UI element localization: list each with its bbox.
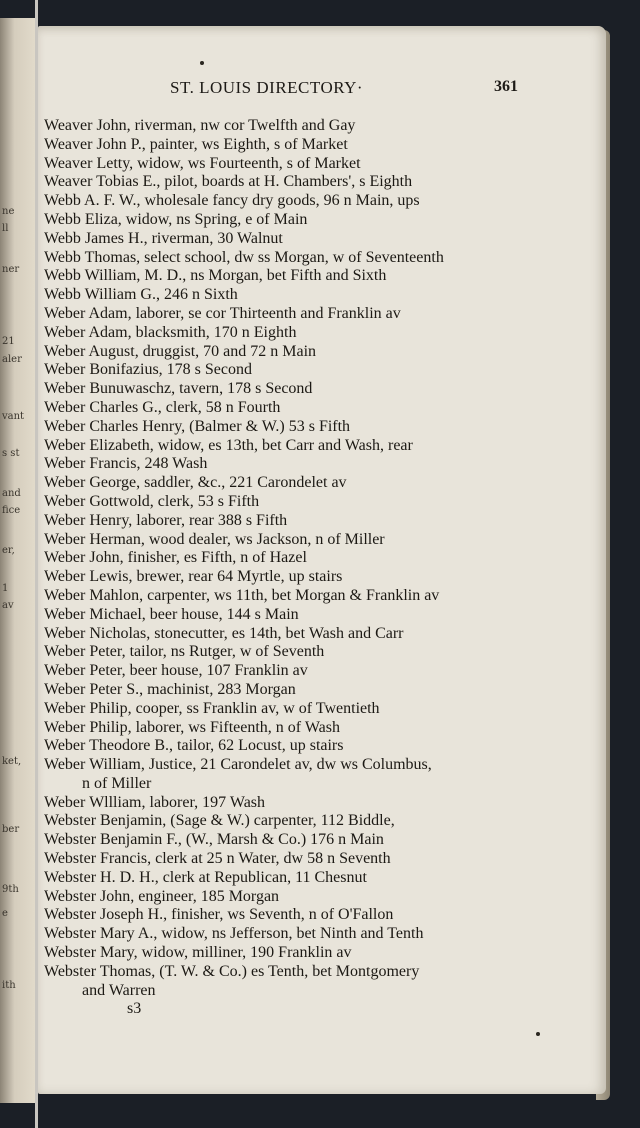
margin-fragment: 9th [2,884,19,895]
directory-entry: Weaver Tobias E., pilot, boards at H. Chambers', s Eighth [44,173,413,191]
margin-fragment: 1 [2,583,9,594]
margin-fragment: e [2,908,8,919]
directory-entry: Weaver John, riverman, nw cor Twelfth and Gay [44,117,356,134]
directory-entry: Webster Mary, widow, milliner, 190 Franklin av [44,944,352,962]
directory-entry: Weber Philip, cooper, ss Franklin av, w of Twentieth [44,699,380,717]
directory-entry: Weber Bunuwaschz, tavern, 178 s Second [44,380,313,398]
directory-entry: Weber Theodore B., tailor, 62 Locust, up stairs [44,737,344,755]
directory-entry: Weber Peter S., machinist, 283 Morgan [44,680,296,698]
directory-entry: Webster Joseph H., finisher, ws Seventh, n of O'Fallon [44,906,394,924]
previous-page-sliver [0,18,38,1103]
directory-entry: Webster Benjamin F., (W., Marsh & Co.) 176 n Main [44,831,384,849]
directory-entry: Weber August, druggist, 70 and 72 n Main [44,342,317,360]
margin-fragment: ket, [2,756,22,767]
directory-entry: Weber William, Justice, 21 Carondelet av, dw ws Columbus, [44,756,432,774]
page-number: 361 [494,78,518,95]
directory-entry: Weber Mahlon, carpenter, ws 11th, bet Morgan & Franklin av [44,586,440,604]
directory-entry: Webb James H., riverman, 30 Walnut [44,229,283,247]
directory-entry: Weber Elizabeth, widow, es 13th, bet Carr and Wash, rear [44,436,413,454]
directory-entry: Webster H. D. H., clerk at Republican, 11 Chesnut [44,868,367,886]
margin-fragment: ner [2,264,20,275]
directory-entry-continuation: n of Miller [82,774,152,792]
margin-fragment: av [2,600,14,611]
directory-entry: Weber Philip, laborer, ws Fifteenth, n of Wash [44,718,340,736]
signature-mark: s3 [127,1000,142,1017]
running-head: ST. LOUIS DIRECTORY· [170,78,364,97]
margin-fragment: and [2,488,21,499]
directory-entry: Weber Henry, laborer, rear 388 s Fifth [44,511,288,529]
ink-speck [200,61,204,65]
directory-entry: Weber John, finisher, es Fifth, n of Hazel [44,549,307,567]
directory-entry: Webb Eliza, widow, ns Spring, e of Main [44,210,308,228]
directory-entry: Weber Wllliam, laborer, 197 Wash [44,793,266,811]
directory-entry: Weber Francis, 248 Wash [44,455,208,473]
margin-fragment: vant [2,411,25,422]
directory-entry: Webb William G., 246 n Sixth [44,286,238,304]
directory-entry: Webb A. F. W., wholesale fancy dry goods, 96 n Main, ups [44,192,420,210]
margin-fragment: s st [2,448,20,459]
ink-speck [536,1032,540,1036]
directory-entry: Webster Mary A., widow, ns Jefferson, bet Ninth and Tenth [44,925,424,943]
directory-entry: Webster Francis, clerk at 25 n Water, dw 58 n Seventh [44,850,391,868]
directory-entry: Weber Charles Henry, (Balmer & W.) 53 s Fifth [44,417,351,435]
directory-entry: Weber Michael, beer house, 144 s Main [44,605,299,623]
margin-fragment: ber [2,824,20,835]
directory-entry: Weber Peter, beer house, 107 Franklin av [44,662,308,680]
margin-fragment: 21 [2,336,15,347]
directory-entry: Weber George, saddler, &c., 221 Carondelet av [44,474,347,492]
directory-entry: Weber Gottwold, clerk, 53 s Fifth [44,492,260,510]
margin-fragment: ne [2,206,15,217]
directory-entries [44,117,534,1000]
directory-entry: Weber Nicholas, stonecutter, es 14th, bet Wash and Carr [44,624,404,642]
directory-entry: Webb Thomas, select school, dw ss Morgan, w of Seventeenth [44,248,444,266]
directory-entry: Webster John, engineer, 185 Morgan [44,887,280,905]
directory-entry: Weber Lewis, brewer, rear 64 Myrtle, up stairs [44,568,343,586]
margin-fragment: ll [2,223,9,234]
directory-entry: Weaver John P., painter, ws Eighth, s of Market [44,135,348,153]
directory-entry-continuation: and Warren [82,981,156,999]
directory-entry: Weber Herman, wood dealer, ws Jackson, n of Miller [44,530,385,548]
directory-entry: Weber Adam, blacksmith, 170 n Eighth [44,323,297,341]
margin-fragment: er, [2,545,15,556]
directory-entry: Webb William, M. D., ns Morgan, bet Fifth and Sixth [44,267,387,285]
margin-fragment: ith [2,980,16,991]
margin-fragment: fice [2,505,21,516]
margin-fragment: aler [2,354,22,365]
directory-entry: Weber Bonifazius, 178 s Second [44,361,252,379]
directory-entry: Webster Benjamin, (Sage & W.) carpenter, 112 Biddle, [44,812,395,830]
directory-entry: Weber Charles G., clerk, 58 n Fourth [44,398,281,416]
directory-entry: Weber Adam, laborer, se cor Thirteenth and Franklin av [44,304,401,322]
directory-entry: Webster Thomas, (T. W. & Co.) es Tenth, bet Montgomery [44,962,420,980]
directory-entry: Weber Peter, tailor, ns Rutger, w of Seventh [44,643,325,661]
directory-entry: Weaver Letty, widow, ws Fourteenth, s of Market [44,154,361,172]
